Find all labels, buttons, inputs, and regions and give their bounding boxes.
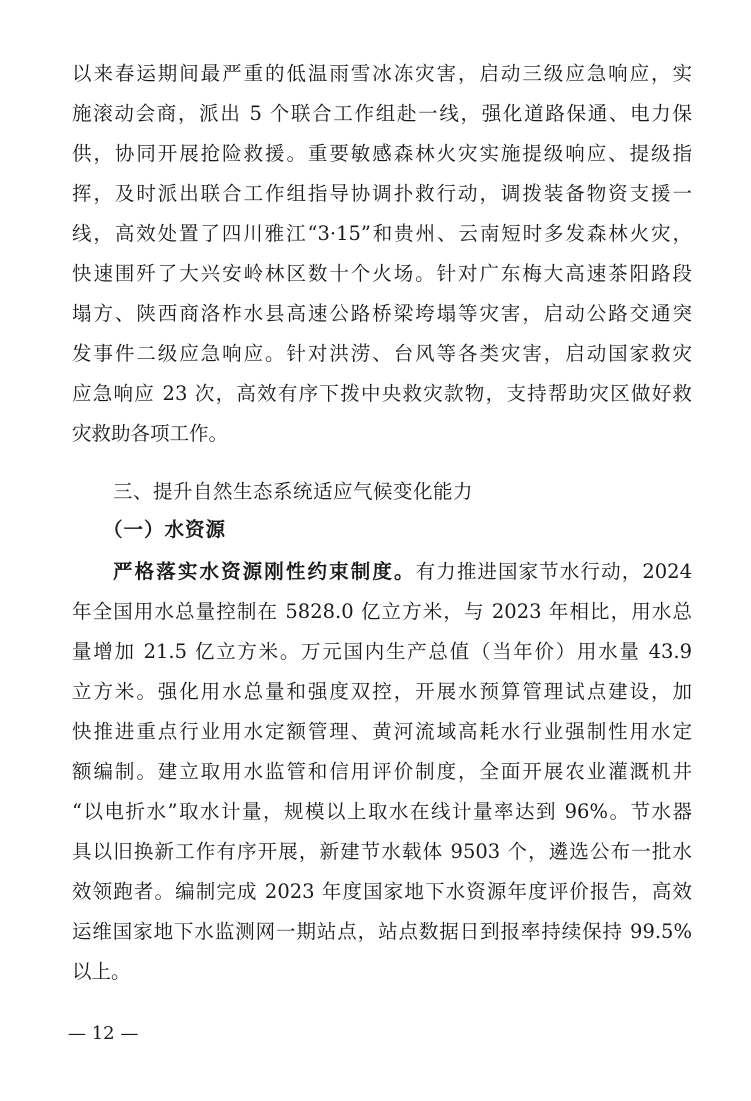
text-line: 线，高效处置了四川雅江“3·15”和贵州、云南短时多发森林火灾， bbox=[72, 222, 692, 245]
text-line-first bbox=[113, 556, 692, 588]
text-line: 以来春运期间最严重的低温雨雪冰冻灾害，启动三级应急响应，实 bbox=[72, 62, 692, 85]
text-line: 立方米。强化用水总量和强度双控，开展水预算管理试点建设，加 bbox=[72, 680, 692, 703]
text-line: 效领跑者。编制完成 2023 年度国家地下水资源年度评价报告，高效 bbox=[72, 880, 692, 903]
text-line: 具以旧换新工作有序开展，新建节水载体 9503 个，遴选公布一批水 bbox=[72, 840, 692, 863]
subsection-heading: （一）水资源 bbox=[103, 518, 227, 541]
section-heading: 三、提升自然生态系统适应气候变化能力 bbox=[113, 480, 474, 503]
text-line: 灾救助各项工作。 bbox=[72, 422, 229, 445]
text-line: 挥，及时派出联合工作组指导协调扑救行动，调拨装备物资支援一 bbox=[72, 182, 692, 205]
text-line: 应急响应 23 次，高效有序下拨中央救灾款物，支持帮助灾区做好救 bbox=[72, 382, 692, 405]
text-line: “以电折水”取水计量，规模以上取水在线计量率达到 96%。节水器 bbox=[72, 800, 692, 823]
text-line: 额编制。建立取用水监管和信用评价制度，全面开展农业灌溉机井 bbox=[72, 760, 692, 783]
text-line: 以上。 bbox=[72, 960, 131, 983]
text-line: 快推进重点行业用水定额管理、黄河流域高耗水行业强制性用水定 bbox=[72, 720, 692, 743]
text-line: 施滚动会商，派出 5 个联合工作组赴一线，强化道路保通、电力保 bbox=[72, 102, 692, 125]
text-line: 发事件二级应急响应。针对洪涝、台风等各类灾害，启动国家救灾 bbox=[72, 342, 692, 365]
text-line: 年全国用水总量控制在 5828.0 亿立方米，与 2023 年相比，用水总 bbox=[72, 600, 692, 623]
text-line: 量增加 21.5 亿立方米。万元国内生产总值（当年价）用水量 43.9 bbox=[72, 640, 692, 663]
text-line: 快速围歼了大兴安岭林区数十个火场。针对广东梅大高速茶阳路段 bbox=[72, 262, 692, 285]
text-line: 供，协同开展抢险救援。重要敏感森林火灾实施提级响应、提级指 bbox=[72, 142, 692, 165]
text-line: 塌方、陕西商洛柞水县高速公路桥梁垮塌等灾害，启动公路交通突 bbox=[72, 302, 692, 325]
lead-bold-text: 严格落实水资源刚性约束制度。 bbox=[113, 560, 416, 583]
text-line: 运维国家地下水监测网一期站点，站点数据日到报率持续保持 99.5% bbox=[72, 920, 692, 943]
page-number: — 12 — bbox=[68, 1023, 139, 1044]
lead-rest-text: 有力推进国家节水行动，2024 bbox=[415, 560, 692, 583]
